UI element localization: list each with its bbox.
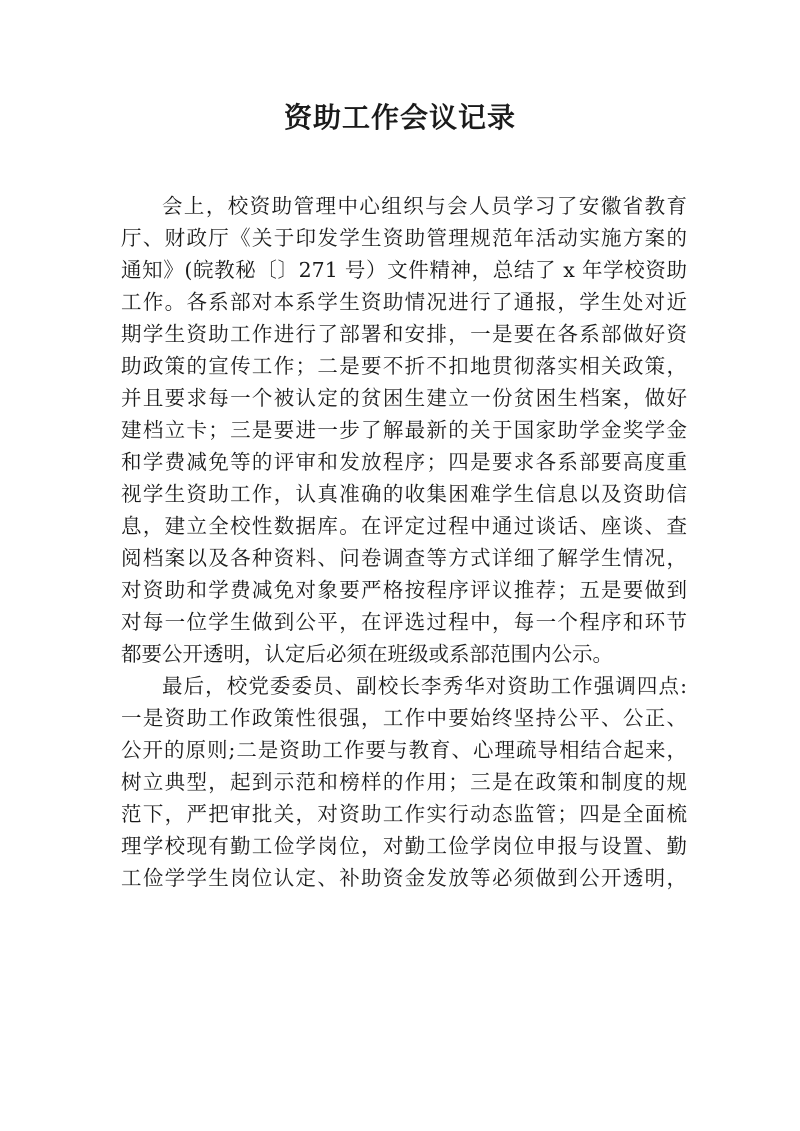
text-line: 视学生资助工作，认真准确的收集困难学生信息以及资助信: [121, 482, 687, 506]
paragraph-2: [121, 670, 687, 894]
text-line: 期学生资助工作进行了部署和安排，一是要在各系部做好资: [121, 322, 687, 346]
document-body: [121, 190, 687, 894]
text-line: 理学校现有勤工俭学岗位，对勤工俭学岗位申报与设置、勤: [121, 834, 687, 858]
paragraph-1: [121, 190, 687, 670]
text-line: 阅档案以及各种资料、问卷调查等方式详细了解学生情况，: [121, 546, 687, 570]
text-line: 厅、财政厅《关于印发学生资助管理规范年活动实施方案的: [121, 226, 687, 250]
text-line: 息，建立全校性数据库。在评定过程中通过谈话、座谈、查: [121, 514, 687, 538]
text-line: 范下，严把审批关，对资助工作实行动态监管；四是全面梳: [121, 802, 687, 826]
document-title: 资助工作会议记录: [283, 101, 516, 134]
text-line: 工作。各系部对本系学生资助情况进行了通报，学生处对近: [121, 290, 687, 314]
text-line: 工俭学学生岗位认定、补助资金发放等必须做到公开透明，: [121, 866, 687, 890]
text-line: 都要公开透明，认定后必须在班级或系部范围内公示。: [121, 642, 613, 666]
text-line: 助政策的宣传工作；二是要不折不扣地贯彻落实相关政策，: [121, 354, 687, 378]
text-line: 通知》(皖教秘〔〕271 号）文件精神，总结了 x 年学校资助: [121, 258, 687, 282]
text-line: 建档立卡；三是要进一步了解最新的关于国家助学金奖学金: [121, 418, 687, 442]
text-line: 一是资助工作政策性很强，工作中要始终坚持公平、公正、: [121, 706, 687, 730]
text-line: 对每一位学生做到公平，在评选过程中，每一个程序和环节: [121, 610, 687, 634]
text-line: 并且要求每一个被认定的贫困生建立一份贫困生档案，做好: [121, 386, 687, 410]
text-line: 对资助和学费减免对象要严格按程序评议推荐；五是要做到: [121, 578, 687, 602]
text-line: 树立典型，起到示范和榜样的作用；三是在政策和制度的规: [121, 770, 687, 794]
text-line: 最后，校党委委员、副校长李秀华对资助工作强调四点:: [162, 674, 687, 698]
text-line: 公开的原则;二是资助工作要与教育、心理疏导相结合起来，: [121, 738, 687, 762]
text-line: 会上，校资助管理中心组织与会人员学习了安徽省教育: [162, 194, 687, 218]
text-line: 和学费减免等的评审和发放程序；四是要求各系部要高度重: [121, 450, 687, 474]
